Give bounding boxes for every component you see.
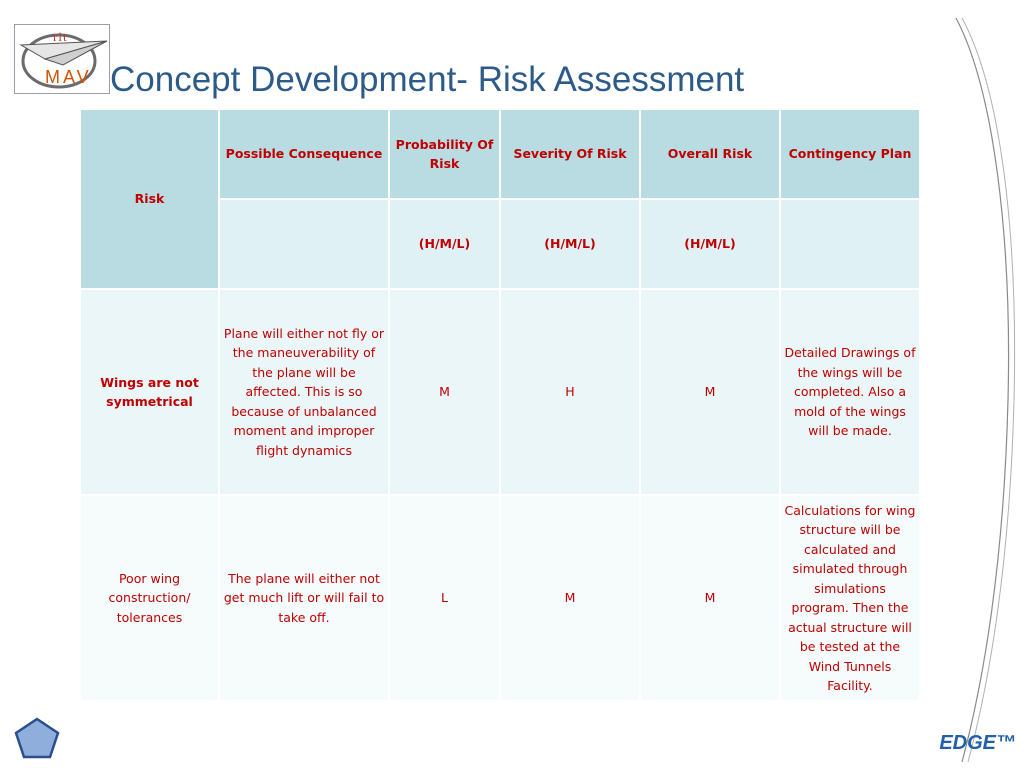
scale-severity: (H/M/L) — [500, 199, 640, 289]
header-severity: Severity Of Risk — [500, 109, 640, 199]
rit-mav-logo — [14, 24, 110, 94]
scale-contingency — [780, 199, 920, 289]
row-severity: M — [500, 495, 640, 701]
header-contingency: Contingency Plan — [780, 109, 920, 199]
scale-consequence — [219, 199, 389, 289]
scale-probability: (H/M/L) — [389, 199, 500, 289]
row-probability: M — [389, 289, 500, 495]
page-title: Concept Development- Risk Assessment — [110, 60, 745, 99]
header-consequence: Possible Consequence — [219, 109, 389, 199]
header-overall: Overall Risk — [640, 109, 780, 199]
row-contingency: Calculations for wing structure will be calculated and simulated through simulations program. Then the actual structure will be tested at the Wind Tunnels Facility. — [780, 495, 920, 701]
logo-mav-text: MAV — [45, 67, 92, 87]
header-probability: Probability Of Risk — [389, 109, 500, 199]
scale-overall: (H/M/L) — [640, 199, 780, 289]
row-probability: L — [389, 495, 500, 701]
row-overall: M — [640, 289, 780, 495]
risk-assessment-table — [79, 108, 921, 702]
row-risk: Wings are not symmetrical — [80, 289, 219, 495]
logo-rit-text: rit — [53, 29, 68, 44]
header-risk: Risk — [80, 109, 219, 289]
row-severity: H — [500, 289, 640, 495]
row-overall: M — [640, 495, 780, 701]
row-consequence: The plane will either not get much lift or will fail to take off. — [219, 495, 389, 701]
row-contingency: Detailed Drawings of the wings will be completed. Also a mold of the wings will be made. — [780, 289, 920, 495]
pentagon-icon — [13, 716, 61, 760]
decorative-curve — [954, 0, 1024, 768]
table-header-row — [80, 109, 920, 199]
table-row — [80, 495, 920, 701]
table-row — [80, 289, 920, 495]
edge-brand: EDGE™ — [939, 732, 1016, 754]
row-risk: Poor wing construction/ tolerances — [80, 495, 219, 701]
row-consequence: Plane will either not fly or the maneuverability of the plane will be affected. This is so because of unbalanced moment and improper flight dynamics — [219, 289, 389, 495]
